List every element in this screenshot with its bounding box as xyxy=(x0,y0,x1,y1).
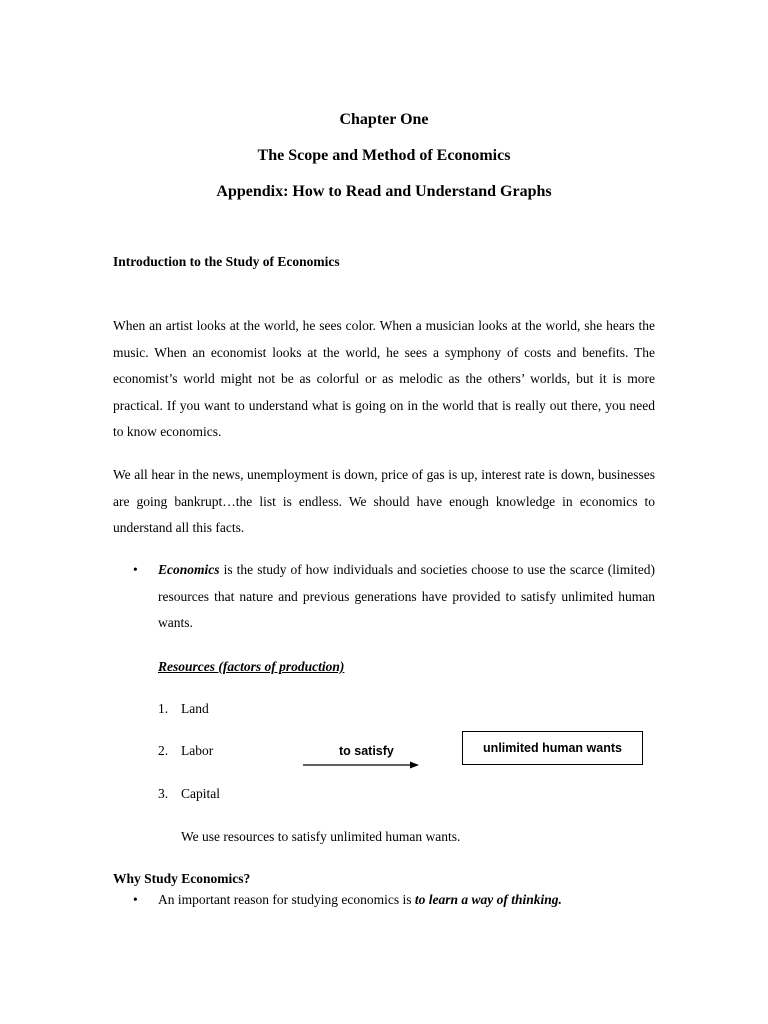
resource-num-3: 3. xyxy=(158,786,169,801)
why-emphasis: to learn a way of thinking. xyxy=(414,892,562,907)
resources-note: We use resources to satisfy unlimited human wants. xyxy=(181,829,461,844)
resources-heading: Resources (factors of production) xyxy=(158,659,345,674)
definition-body: is the study of how individuals and societies choose to use the scarce (limited) resources that nature and previous generations have provided to satisfy unlimited human wants. xyxy=(158,562,655,630)
why-heading: Why Study Economics? xyxy=(113,871,251,886)
resource-item-land: Land xyxy=(181,701,209,716)
right-arrow-icon xyxy=(300,758,422,772)
why-text-body: An important reason for studying economics is xyxy=(158,892,415,907)
wants-box-label: unlimited human wants xyxy=(483,741,622,755)
chapter-title: Chapter One xyxy=(339,111,429,128)
resource-item-labor: Labor xyxy=(181,743,214,758)
why-bullet: • xyxy=(133,892,138,907)
definition-text xyxy=(158,557,655,637)
intro-heading: Introduction to the Study of Economics xyxy=(113,254,340,269)
appendix-title: Appendix: How to Read and Understand Graphs xyxy=(216,183,552,200)
arrow-label: to satisfy xyxy=(339,744,394,758)
resource-item-capital: Capital xyxy=(181,786,220,801)
wants-box xyxy=(462,731,643,765)
resource-num-2: 2. xyxy=(158,743,169,758)
definition-term: Economics xyxy=(158,562,220,577)
why-text xyxy=(158,891,562,909)
resource-num-1: 1. xyxy=(158,701,169,716)
intro-paragraph-1: When an artist looks at the world, he sees color. When a musician looks at the world, she hears the music. When an economist looks at the world, he sees a symphony of costs and benefits. The economist’s world might not be as colorful or as melodic as the others’ worlds, but it is more practical. If you want to understand what is going on in the world that is really out there, you need to know economics. xyxy=(113,318,655,439)
intro-paragraph-2: We all hear in the news, unemployment is down, price of gas is up, interest rate is down, businesses are going bankrupt…the list is endless. We should have enough knowledge in economics to understand all this facts. xyxy=(113,467,655,535)
definition-bullet: • xyxy=(133,562,138,577)
chapter-subtitle: The Scope and Method of Economics xyxy=(257,147,511,164)
